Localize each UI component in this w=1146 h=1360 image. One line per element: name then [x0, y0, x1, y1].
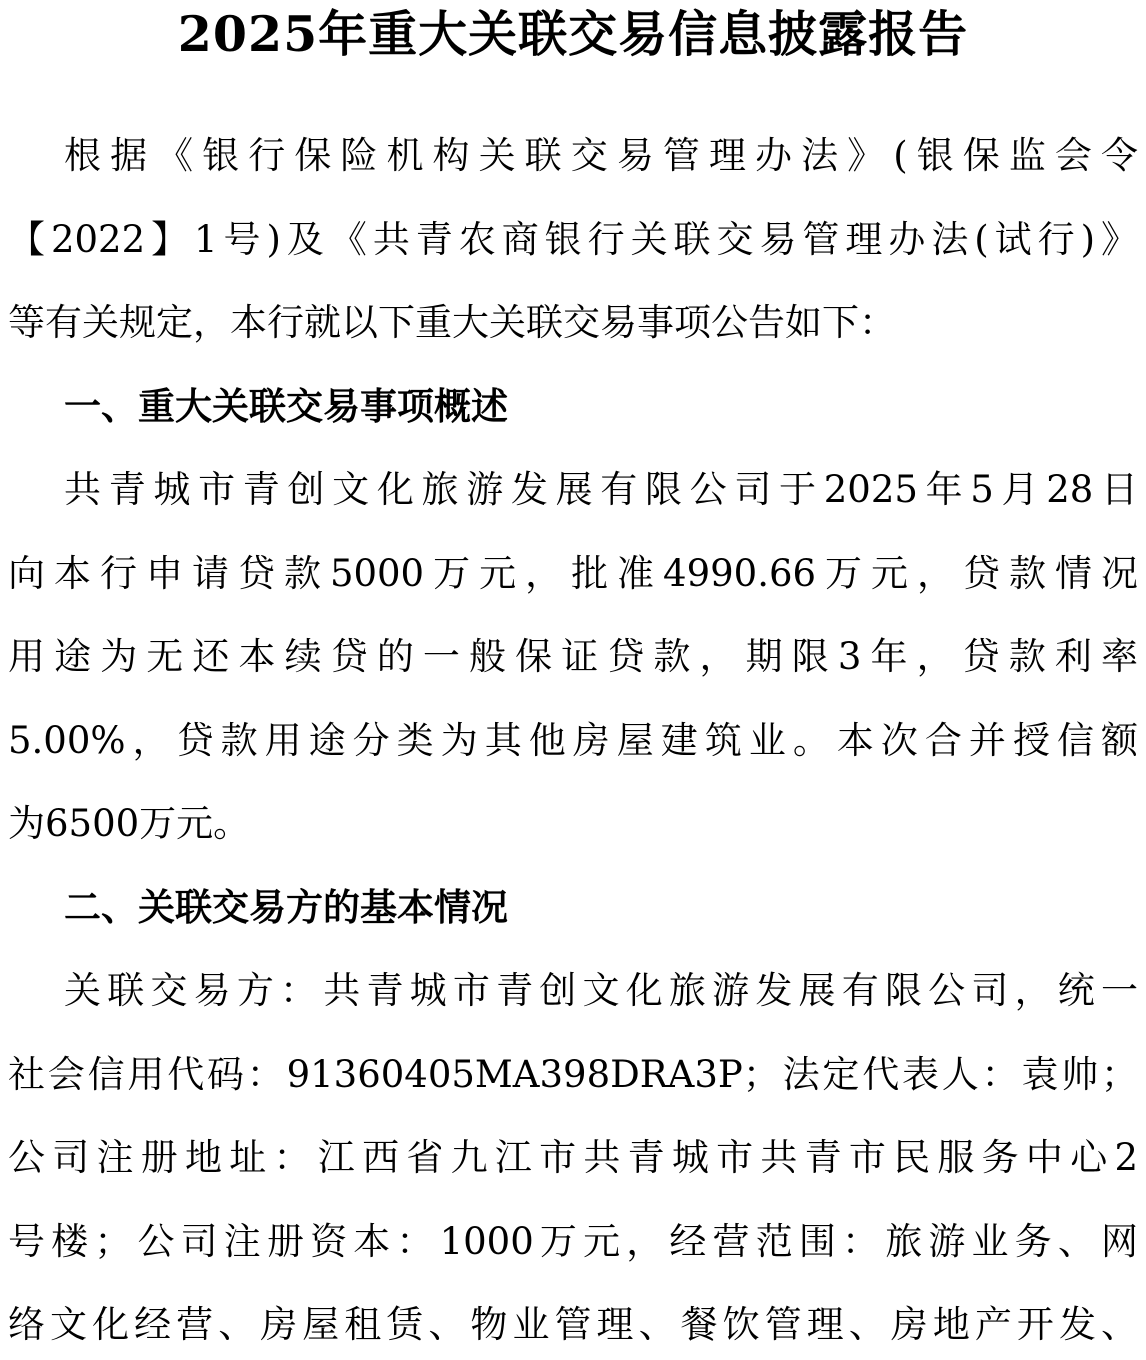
section-heading: 二、关联交易方的基本情况 [64, 884, 508, 929]
paragraph-line: 向本行申请贷款5000万元，批准4990.66万元，贷款情况 [8, 551, 1138, 595]
paragraph-line: 络文化经营、房屋租赁、物业管理、餐饮管理、房地产开发、 [8, 1303, 1138, 1346]
paragraph-line: 公司注册地址：江西省九江市共青城市共青市民服务中心2 [8, 1136, 1138, 1179]
paragraph-line: 号楼；公司注册资本：1000万元，经营范围：旅游业务、网 [8, 1219, 1138, 1263]
paragraph-line: 为6500万元。 [8, 802, 251, 845]
section-heading: 一、重大关联交易事项概述 [64, 383, 508, 428]
paragraph-line: 共青城市青创文化旅游发展有限公司于2025年5月28日 [64, 468, 1138, 511]
paragraph-line: 等有关规定，本行就以下重大关联交易事项公告如下： [8, 301, 896, 344]
paragraph-line: 5.00%，贷款用途分类为其他房屋建筑业。本次合并授信额 [8, 718, 1138, 762]
document-body [8, 114, 1138, 1360]
paragraph-line: 根据《银行保险机构关联交易管理办法》(银保监会令 [64, 134, 1138, 177]
paragraph-line: 社会信用代码：91360405MA398DRA3P；法定代表人：袁帅； [8, 1052, 1138, 1096]
paragraph-line: 用途为无还本续贷的一般保证贷款，期限3年，贷款利率 [8, 635, 1138, 678]
paragraph-line: 关联交易方：共青城市青创文化旅游发展有限公司，统一 [64, 969, 1138, 1012]
document-title: 2025年重大关联交易信息披露报告 [177, 5, 969, 63]
paragraph-line: 【2022】1号)及《共青农商银行关联交易管理办法(试行)》 [8, 217, 1138, 261]
